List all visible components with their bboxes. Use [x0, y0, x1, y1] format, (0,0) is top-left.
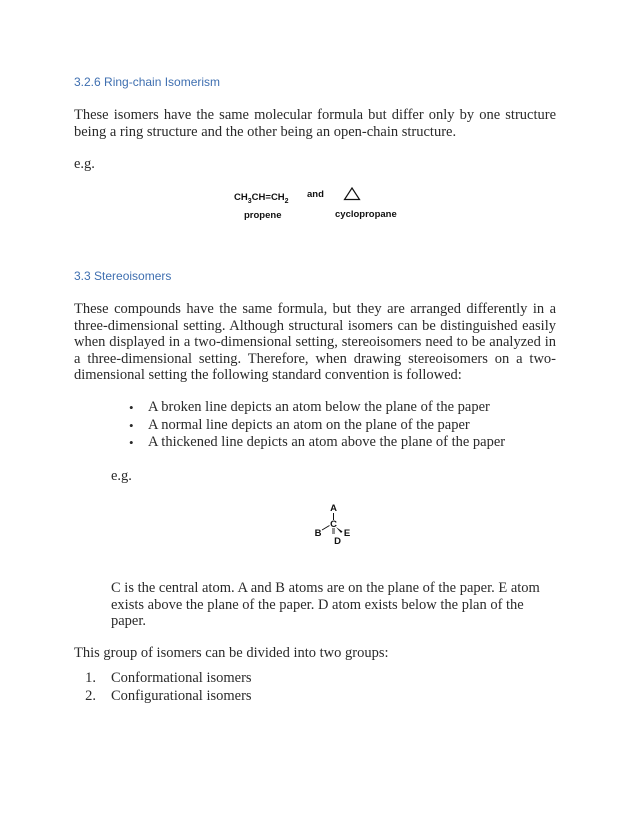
groups-intro: This group of isomers can be divided into two groups:	[74, 645, 389, 661]
atom-b-label: B	[314, 528, 322, 539]
list-item: • A normal line depicts an atom on the plane of the paper	[111, 417, 551, 435]
eg-label-1: e.g.	[74, 156, 95, 172]
atom-d-label: D	[334, 536, 341, 547]
bond-e-wedge	[336, 527, 343, 533]
and-word: and	[307, 189, 324, 200]
list-item: 1. Conformational isomers	[85, 670, 252, 686]
list-item: • A broken line depicts an atom below the plane of the paper	[111, 399, 551, 417]
isomer-groups-list	[74, 670, 474, 705]
atom-e-label: E	[343, 528, 351, 539]
list-item: • A thickened line depicts an atom above the plane of the paper	[111, 434, 551, 452]
atom-a-label: A	[330, 503, 337, 514]
propene-label: propene	[244, 210, 282, 221]
list-item: 2. Configurational isomers	[85, 687, 252, 704]
cyclopropane-label: cyclopropane	[335, 209, 397, 220]
propene-formula: $CH_3CH=CH_2$	[234, 192, 289, 205]
cyclopropane-triangle-icon	[343, 187, 361, 201]
convention-bullet-list	[111, 399, 551, 452]
eg-label-2: e.g.	[111, 468, 132, 484]
stereo-structure-figure	[308, 498, 358, 548]
explanation-paragraph: C is the central atom. A and B atoms are on the plane of the paper. E atom exists above the plane of the paper. D atom exists below the plan of the paper.	[111, 580, 540, 629]
atom-c-label: C	[330, 519, 337, 530]
stereoisomers-paragraph: These compounds have the same formula, but they are arranged differently in a three-dimensional setting. Although structural isomers can be distinguished easily when displayed in a two-dimensional setting, stereoisomers need to be analyzed in a three-dimensional setting. Therefore, when drawing stereoisomers on a two-dimensional setting the following standard convention is followed:	[74, 301, 556, 383]
section-heading-ring-chain: 3.2.6 Ring-chain Isomerism	[74, 75, 221, 89]
bond-b	[322, 526, 330, 531]
ring-chain-paragraph: These isomers have the same molecular formula but differ only by one structure being a ring structure and the other being an open-chain structure.	[74, 107, 556, 140]
section-heading-stereoisomers: 3.3 Stereoisomers	[74, 269, 172, 283]
